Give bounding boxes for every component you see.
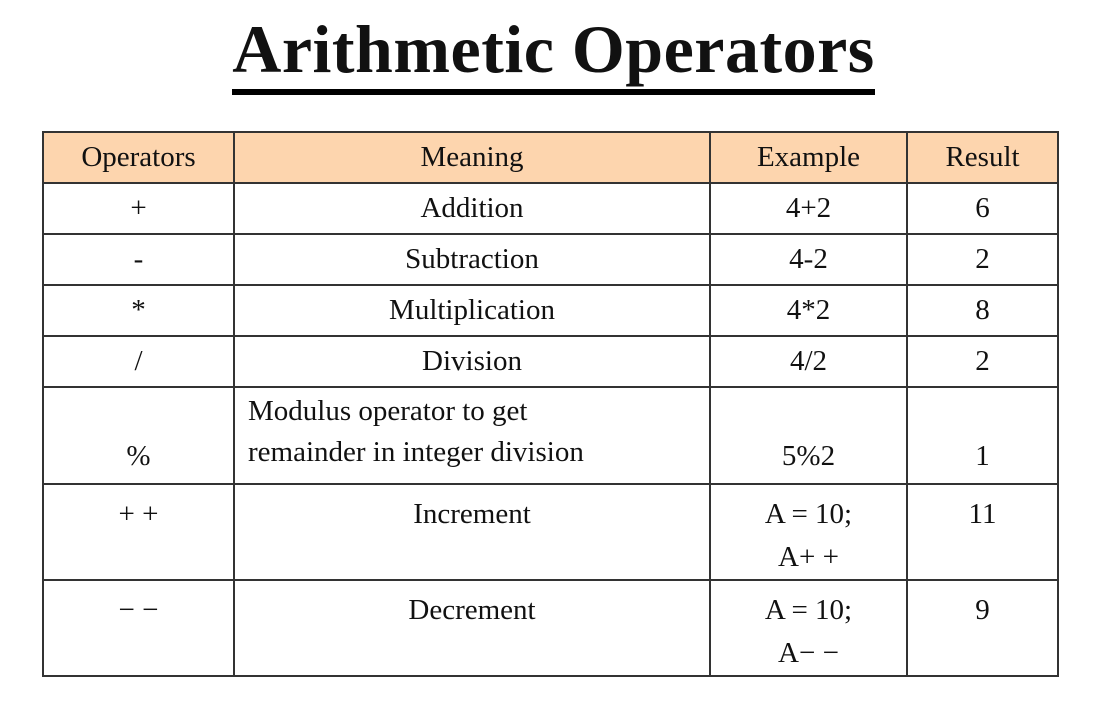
page-title: [0, 6, 1107, 95]
meaning-cell: Subtraction: [234, 234, 710, 285]
example-line: A = 10;: [764, 498, 853, 530]
meaning-cell: Decrement: [234, 580, 710, 676]
operator-cell: -: [43, 234, 234, 285]
operator-cell: *: [43, 285, 234, 336]
example-cell: 4+2: [710, 183, 907, 234]
table-row: [43, 234, 1058, 285]
arithmetic-operators-table: [42, 131, 1059, 677]
table-row: [43, 336, 1058, 387]
header-meaning: Meaning: [234, 132, 710, 183]
meaning-cell: Addition: [234, 183, 710, 234]
result-cell: 8: [907, 285, 1058, 336]
table-header-row: [43, 132, 1058, 183]
header-example: Example: [710, 132, 907, 183]
meaning-line: remainder in integer division: [248, 436, 584, 468]
meaning-line: Modulus operator to get: [248, 395, 528, 427]
example-cell: 4*2: [710, 285, 907, 336]
table-row: [43, 183, 1058, 234]
table-row: [43, 387, 1058, 484]
result-cell: 2: [907, 336, 1058, 387]
result-cell: 6: [907, 183, 1058, 234]
example-cell: [710, 484, 907, 580]
header-operators: Operators: [43, 132, 234, 183]
example-line: A+ +: [778, 541, 839, 573]
meaning-cell: [234, 387, 710, 484]
operator-cell: %: [43, 387, 234, 484]
result-cell: 1: [907, 387, 1058, 484]
header-result: Result: [907, 132, 1058, 183]
meaning-cell: Division: [234, 336, 710, 387]
meaning-cell: Multiplication: [234, 285, 710, 336]
example-cell: 4/2: [710, 336, 907, 387]
table-row: [43, 580, 1058, 676]
table-row: [43, 484, 1058, 580]
result-cell: 11: [907, 484, 1058, 580]
example-line: A = 10;: [764, 594, 853, 626]
meaning-cell: Increment: [234, 484, 710, 580]
result-cell: 9: [907, 580, 1058, 676]
page-title-text: Arithmetic Operators: [232, 11, 875, 95]
operator-cell: + +: [43, 484, 234, 580]
example-line: A− −: [778, 637, 839, 669]
table-row: [43, 285, 1058, 336]
result-cell: 2: [907, 234, 1058, 285]
example-cell: [710, 580, 907, 676]
operator-cell: /: [43, 336, 234, 387]
operator-cell: +: [43, 183, 234, 234]
example-cell: 5%2: [710, 387, 907, 484]
operator-cell: − −: [43, 580, 234, 676]
example-cell: 4-2: [710, 234, 907, 285]
